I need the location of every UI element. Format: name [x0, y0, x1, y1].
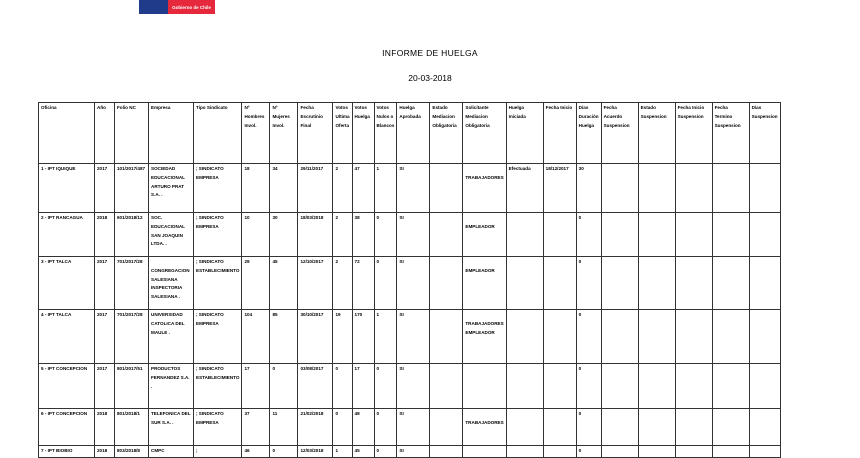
cell-value: SI: [399, 411, 404, 416]
cell-value: 0: [272, 448, 276, 453]
column-header-dias-dur: Días Duración Huelga: [576, 103, 601, 164]
cell-value: ; SINDICATO EMPRESA: [196, 166, 224, 180]
cell-spacer: [465, 214, 503, 223]
table-row: [39, 164, 781, 213]
cell-estado-med: [430, 409, 463, 446]
cell-folio: [115, 213, 149, 257]
cell-tipo: [194, 446, 242, 458]
cell-value: 0: [376, 366, 380, 371]
cell-solicitante-med: [463, 257, 506, 310]
cell-hombres: [242, 257, 270, 310]
cell-value: 17: [244, 366, 250, 371]
cell-value: 47: [354, 166, 360, 171]
cell-value: EMPLEADOR: [465, 267, 495, 273]
cell-mujeres: [270, 257, 298, 310]
cell-value: 5 - IPT CONCEPCION: [41, 366, 88, 371]
column-header-tipo: Tipo Sindicato: [194, 103, 242, 164]
cell-dias-susp: [749, 257, 780, 310]
cell-value: SI: [399, 215, 404, 220]
cell-votos-nulos: [374, 257, 397, 310]
cell-votos-ultima: [333, 257, 352, 310]
column-header-estado-med: Estado Mediacion Obligatoria: [430, 103, 463, 164]
cell-aprobada: [397, 364, 430, 409]
cell-value: PRODUCTOS FERNANDEZ S.A. .: [151, 366, 190, 389]
cell-mujeres: [270, 446, 298, 458]
cell-anio: [95, 409, 115, 446]
column-header-fecha-inicio: Fecha Inicio: [543, 103, 576, 164]
cell-value: 2018: [97, 215, 108, 220]
cell-dias-dur: [576, 213, 601, 257]
cell-votos-huelga: [352, 310, 374, 364]
cell-iniciada: [506, 364, 543, 409]
column-header-aprobada: Huelga Aprobada: [397, 103, 430, 164]
table-row: [39, 310, 781, 364]
cell-spacer: [151, 258, 191, 267]
cell-value: 45: [354, 448, 360, 453]
cell-value: ;: [196, 448, 198, 453]
cell-hombres: [242, 446, 270, 458]
cell-fecha-termino-susp: [712, 257, 749, 310]
cell-dias-susp: [749, 409, 780, 446]
cell-fecha-termino-susp: [712, 364, 749, 409]
cell-fecha-acuerdo: [601, 257, 638, 310]
cell-iniciada: [506, 409, 543, 446]
column-header-hombres: Nº Hombres Invol.: [242, 103, 270, 164]
cell-value: 2017: [97, 312, 108, 317]
cell-value: 2 - IPT RANCAGUA: [41, 215, 83, 220]
cell-fecha-acuerdo: [601, 409, 638, 446]
cell-value: 30/10/2017: [300, 312, 324, 317]
table-row: [39, 409, 781, 446]
cell-iniciada: [506, 310, 543, 364]
cell-spacer: [465, 258, 503, 267]
cell-fecha-acuerdo: [601, 213, 638, 257]
cell-value: 1: [376, 312, 380, 317]
cell-empresa: [149, 446, 194, 458]
cell-spacer: [465, 410, 503, 419]
cell-value: 12/03/2018: [300, 448, 324, 453]
cell-votos-huelga: [352, 446, 374, 458]
cell-fecha-inicio: [543, 213, 576, 257]
cell-anio: [95, 213, 115, 257]
cell-value: SI: [399, 312, 404, 317]
strike-report-table: [38, 102, 781, 458]
cell-mujeres: [270, 164, 298, 213]
cell-solicitante-med: [463, 409, 506, 446]
cell-estado-med: [430, 310, 463, 364]
cell-fecha-inicio-susp: [675, 164, 712, 213]
cell-folio: [115, 446, 149, 458]
cell-fecha-acuerdo: [601, 310, 638, 364]
cell-value: 45: [272, 259, 278, 264]
cell-aprobada: [397, 409, 430, 446]
cell-value: TRABAJADORES: [465, 419, 504, 425]
cell-value: ; SINDICATO EMPRESA: [196, 411, 224, 425]
cell-tipo: [194, 364, 242, 409]
cell-oficina: [39, 409, 95, 446]
cell-dias-susp: [749, 446, 780, 458]
cell-empresa: [149, 364, 194, 409]
cell-value: SOC. EDUCACIONAL SAN JOAQUIN LTDA. .: [151, 215, 185, 247]
cell-fecha-escrutinio: [298, 257, 333, 310]
cell-value: ; SINDICATO EMPRESA: [196, 312, 224, 326]
cell-estado-susp: [638, 409, 675, 446]
cell-value: Efectuada: [508, 166, 531, 171]
cell-fecha-inicio: [543, 364, 576, 409]
column-header-fecha-escrutinio: Fecha Escrutinio Final: [298, 103, 333, 164]
cell-value: 0: [578, 448, 582, 453]
cell-mujeres: [270, 364, 298, 409]
cell-value: 21/02/2018: [300, 411, 324, 416]
cell-fecha-inicio-susp: [675, 310, 712, 364]
cell-value: 0: [376, 259, 380, 264]
logo-label: Gobierno de Chile: [168, 0, 215, 14]
cell-value: 30: [272, 215, 278, 220]
cell-fecha-termino-susp: [712, 213, 749, 257]
cell-value: 2: [335, 259, 339, 264]
table-header-row: [39, 103, 781, 164]
cell-empresa: [149, 213, 194, 257]
cell-empresa: [149, 310, 194, 364]
cell-votos-ultima: [333, 409, 352, 446]
cell-iniciada: [506, 257, 543, 310]
cell-value: 101/2017/487: [117, 166, 146, 171]
cell-value: 701/2017/28: [117, 259, 143, 264]
cell-value: 0: [578, 259, 582, 264]
table-row: [39, 257, 781, 310]
cell-value: 34: [272, 166, 278, 171]
cell-aprobada: [397, 164, 430, 213]
cell-spacer: [465, 165, 503, 174]
cell-estado-med: [430, 164, 463, 213]
cell-value: 2017: [97, 166, 108, 171]
cell-value: SOCIEDAD EDUCACIONAL ARTURO PRAT S.A. .: [151, 166, 185, 198]
cell-folio: [115, 310, 149, 364]
cell-estado-med: [430, 446, 463, 458]
cell-estado-susp: [638, 213, 675, 257]
cell-value: 29: [244, 259, 250, 264]
logo-flag-blue: [139, 0, 168, 14]
cell-votos-ultima: [333, 446, 352, 458]
cell-iniciada: [506, 213, 543, 257]
cell-fecha-escrutinio: [298, 364, 333, 409]
cell-oficina: [39, 164, 95, 213]
cell-dias-susp: [749, 310, 780, 364]
cell-value: 30: [578, 166, 584, 171]
cell-dias-dur: [576, 446, 601, 458]
cell-fecha-inicio-susp: [675, 213, 712, 257]
cell-value: 37: [244, 411, 250, 416]
cell-votos-huelga: [352, 409, 374, 446]
cell-hombres: [242, 409, 270, 446]
cell-value: 12/10/2017: [300, 259, 324, 264]
cell-folio: [115, 364, 149, 409]
cell-aprobada: [397, 213, 430, 257]
cell-mujeres: [270, 213, 298, 257]
column-header-fecha-acuerdo: Fecha Acuerdo Suspension: [601, 103, 638, 164]
cell-aprobada: [397, 446, 430, 458]
cell-oficina: [39, 446, 95, 458]
column-header-votos-huelga: Votos Huelga: [352, 103, 374, 164]
cell-value: 18/12/2017: [545, 166, 569, 171]
cell-votos-ultima: [333, 364, 352, 409]
cell-empresa: [149, 409, 194, 446]
cell-estado-med: [430, 257, 463, 310]
cell-fecha-escrutinio: [298, 213, 333, 257]
cell-fecha-escrutinio: [298, 310, 333, 364]
cell-value: CONGREGACION SALESIANA INSPECTORIA SALESIANA .: [151, 267, 190, 300]
cell-iniciada: [506, 446, 543, 458]
column-header-oficina: Oficina: [39, 103, 95, 164]
cell-anio: [95, 446, 115, 458]
cell-dias-susp: [749, 364, 780, 409]
cell-value: 104: [244, 312, 253, 317]
cell-value: 2: [335, 215, 339, 220]
cell-value: 46: [244, 448, 250, 453]
cell-value: CMPC: [151, 448, 165, 453]
cell-value: UNIVERSIDAD CATOLICA DEL MAULE .: [151, 312, 185, 335]
cell-votos-nulos: [374, 409, 397, 446]
cell-anio: [95, 164, 115, 213]
cell-value: 4 - IPT TALCA: [41, 312, 72, 317]
cell-votos-huelga: [352, 213, 374, 257]
cell-value: 7 - IPT BIOBIO: [41, 448, 73, 453]
cell-value: 2018: [97, 411, 108, 416]
cell-fecha-inicio: [543, 257, 576, 310]
cell-value: 2: [335, 166, 339, 171]
cell-oficina: [39, 310, 95, 364]
cell-fecha-termino-susp: [712, 310, 749, 364]
cell-fecha-inicio-susp: [675, 409, 712, 446]
cell-fecha-inicio: [543, 446, 576, 458]
cell-hombres: [242, 164, 270, 213]
cell-mujeres: [270, 310, 298, 364]
cell-value: 38: [354, 215, 360, 220]
cell-value: 0: [335, 366, 339, 371]
cell-fecha-termino-susp: [712, 409, 749, 446]
cell-value: SI: [399, 166, 404, 171]
cell-tipo: [194, 409, 242, 446]
cell-value: 3 - IPT TALCA: [41, 259, 72, 264]
cell-aprobada: [397, 257, 430, 310]
cell-fecha-acuerdo: [601, 164, 638, 213]
cell-fecha-acuerdo: [601, 364, 638, 409]
cell-value: 2017: [97, 366, 108, 371]
report-title: INFORME DE HUELGA: [382, 48, 478, 58]
cell-value: 18: [244, 166, 250, 171]
cell-value: 0: [578, 366, 582, 371]
cell-dias-dur: [576, 409, 601, 446]
cell-votos-ultima: [333, 164, 352, 213]
cell-tipo: [194, 164, 242, 213]
column-header-folio: Folio NC: [115, 103, 149, 164]
cell-value: SI: [399, 448, 404, 453]
cell-votos-nulos: [374, 213, 397, 257]
cell-estado-susp: [638, 164, 675, 213]
cell-value: 6 - IPT CONCEPCION: [41, 411, 88, 416]
cell-value: 0: [335, 411, 339, 416]
cell-value: EMPLEADOR: [465, 223, 495, 229]
column-header-empresa: Empresa: [149, 103, 194, 164]
cell-fecha-inicio-susp: [675, 446, 712, 458]
cell-dias-susp: [749, 164, 780, 213]
cell-value: 29/11/2017: [300, 166, 324, 171]
cell-dias-dur: [576, 257, 601, 310]
cell-value: ; SINDICATO ESTABLECIMIENTO: [196, 259, 240, 273]
cell-estado-susp: [638, 310, 675, 364]
cell-value: TRABAJADORES EMPLEADOR: [465, 320, 504, 335]
cell-tipo: [194, 310, 242, 364]
cell-fecha-escrutinio: [298, 164, 333, 213]
column-header-anio: Año: [95, 103, 115, 164]
cell-folio: [115, 409, 149, 446]
cell-spacer: [465, 311, 503, 320]
column-header-iniciada: Huelga Iniciada: [506, 103, 543, 164]
cell-value: 803/2018/8: [117, 448, 140, 453]
cell-value: ; SINDICATO ESTABLECIMIENTO: [196, 366, 240, 380]
cell-value: 0: [272, 366, 276, 371]
cell-value: 0: [376, 448, 380, 453]
cell-hombres: [242, 310, 270, 364]
cell-tipo: [194, 213, 242, 257]
column-header-fecha-inicio-susp: Fecha Inicio Suspension: [675, 103, 712, 164]
cell-fecha-termino-susp: [712, 164, 749, 213]
gobierno-de-chile-logo: [139, 0, 215, 14]
cell-dias-susp: [749, 213, 780, 257]
cell-empresa: [149, 257, 194, 310]
cell-fecha-inicio-susp: [675, 257, 712, 310]
cell-value: 2018: [97, 448, 108, 453]
cell-estado-susp: [638, 257, 675, 310]
cell-value: 19: [335, 312, 341, 317]
cell-solicitante-med: [463, 164, 506, 213]
cell-value: 17: [354, 366, 360, 371]
cell-folio: [115, 164, 149, 213]
column-header-mujeres: Nº Mujeres Invol.: [270, 103, 298, 164]
cell-value: 601/2018/12: [117, 215, 143, 220]
report-date: 20-03-2018: [408, 73, 452, 83]
cell-votos-huelga: [352, 257, 374, 310]
cell-fecha-inicio-susp: [675, 364, 712, 409]
column-header-solicitante-med: Solicitante Mediacion Obligatoria: [463, 103, 506, 164]
cell-votos-ultima: [333, 310, 352, 364]
cell-dias-dur: [576, 164, 601, 213]
cell-value: 2017: [97, 259, 108, 264]
cell-solicitante-med: [463, 213, 506, 257]
cell-value: ; SINDICATO EMPRESA: [196, 215, 224, 229]
cell-iniciada: [506, 164, 543, 213]
cell-value: 1: [335, 448, 339, 453]
cell-aprobada: [397, 310, 430, 364]
cell-dias-dur: [576, 364, 601, 409]
column-header-fecha-termino-susp: Fecha Termino Suspension: [712, 103, 749, 164]
cell-value: 170: [354, 312, 363, 317]
cell-empresa: [149, 164, 194, 213]
cell-value: 801/2017/51: [117, 366, 143, 371]
cell-fecha-acuerdo: [601, 446, 638, 458]
column-header-votos-ultima: Votos Ultima Oferta: [333, 103, 352, 164]
cell-solicitante-med: [463, 364, 506, 409]
cell-fecha-inicio: [543, 164, 576, 213]
cell-votos-nulos: [374, 446, 397, 458]
cell-anio: [95, 364, 115, 409]
cell-folio: [115, 257, 149, 310]
cell-estado-susp: [638, 446, 675, 458]
cell-value: 0: [578, 411, 582, 416]
cell-value: SI: [399, 366, 404, 371]
cell-value: 0: [376, 215, 380, 220]
cell-oficina: [39, 213, 95, 257]
cell-anio: [95, 257, 115, 310]
cell-tipo: [194, 257, 242, 310]
cell-anio: [95, 310, 115, 364]
cell-value: 85: [272, 312, 278, 317]
cell-value: 801/2018/1: [117, 411, 140, 416]
cell-fecha-termino-susp: [712, 446, 749, 458]
cell-value: 03/08/2017: [300, 366, 324, 371]
cell-value: 18/03/2018: [300, 215, 324, 220]
cell-hombres: [242, 213, 270, 257]
cell-value: TRABAJADORES: [465, 174, 504, 180]
cell-votos-nulos: [374, 364, 397, 409]
cell-oficina: [39, 364, 95, 409]
cell-value: SI: [399, 259, 404, 264]
cell-solicitante-med: [463, 310, 506, 364]
cell-fecha-inicio: [543, 409, 576, 446]
cell-value: 48: [354, 411, 360, 416]
cell-fecha-inicio: [543, 310, 576, 364]
cell-value: 0: [578, 312, 582, 317]
cell-value: 10: [244, 215, 250, 220]
cell-value: 11: [272, 411, 278, 416]
column-header-votos-nulos: Votos Nulos o Blancos: [374, 103, 397, 164]
cell-votos-ultima: [333, 213, 352, 257]
cell-dias-dur: [576, 310, 601, 364]
table-row: [39, 364, 781, 409]
cell-solicitante-med: [463, 446, 506, 458]
column-header-dias-susp: Días Suspension: [749, 103, 780, 164]
cell-value: 72: [354, 259, 360, 264]
column-header-estado-susp: Estado Suspension: [638, 103, 675, 164]
cell-estado-med: [430, 213, 463, 257]
cell-value: 0: [578, 215, 582, 220]
cell-value: 1 - IPT IQUIQUE: [41, 166, 76, 171]
cell-value: 701/2017/28: [117, 312, 143, 317]
cell-votos-nulos: [374, 164, 397, 213]
cell-hombres: [242, 364, 270, 409]
cell-estado-susp: [638, 364, 675, 409]
table-row: [39, 446, 781, 458]
cell-fecha-escrutinio: [298, 446, 333, 458]
cell-estado-med: [430, 364, 463, 409]
table-row: [39, 213, 781, 257]
cell-votos-huelga: [352, 364, 374, 409]
cell-value: 0: [376, 411, 380, 416]
cell-votos-huelga: [352, 164, 374, 213]
cell-oficina: [39, 257, 95, 310]
cell-votos-nulos: [374, 310, 397, 364]
cell-mujeres: [270, 409, 298, 446]
cell-fecha-escrutinio: [298, 409, 333, 446]
cell-value: 1: [376, 166, 380, 171]
cell-value: TELEFONICA DEL SUR S.A. .: [151, 411, 191, 425]
